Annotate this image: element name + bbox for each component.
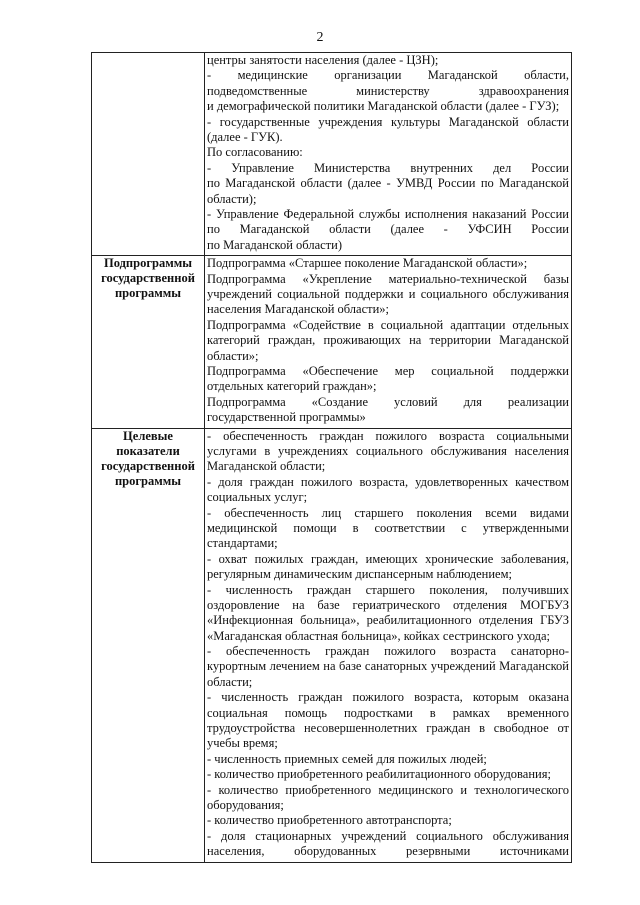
text-line: регулярным динамическим диспансерным наблюдением; xyxy=(207,567,512,582)
text-line: Подпрограмма «Создание условий для реализации xyxy=(207,394,569,409)
text-line: по Магаданской области) xyxy=(207,237,342,252)
text-line: центры занятости населения (далее - ЦЗН); xyxy=(207,53,439,67)
text-line: - обеспеченность граждан пожилого возраста санаторно- xyxy=(207,644,569,659)
row-label-line: Подпрограммы xyxy=(103,256,192,271)
text-line: - Управление Федеральной службы исполнения наказаний России xyxy=(207,206,569,221)
text-line: (далее - ГУК). xyxy=(207,129,283,144)
text-line: оборудования; xyxy=(207,798,284,813)
text-line: - доля стационарных учреждений социального обслуживания xyxy=(207,828,569,843)
text-line: по Магаданской области (далее - УФСИН России xyxy=(207,222,569,237)
text-line: - государственные учреждения культуры Магаданской области xyxy=(207,114,569,129)
program-passport-table xyxy=(91,52,572,863)
text-line: - количество приобретенного медицинского и технологического xyxy=(207,782,569,797)
cell-bottom-gap xyxy=(205,860,571,862)
text-line: услугами в учреждениях социального обслуживания населения xyxy=(207,443,569,458)
text-line: - количество приобретенного реабилитационного оборудования; xyxy=(207,767,551,782)
text-line: - Управление Министерства внутренних дел России xyxy=(207,160,569,175)
row-label-cell xyxy=(92,428,205,862)
row-target-indicators xyxy=(92,428,572,862)
text-line: - количество приобретенного автотранспорта; xyxy=(207,813,452,828)
text-line: социальных услуг; xyxy=(207,490,308,505)
text-line: учреждений социальной поддержки и социального обслуживания xyxy=(207,286,569,301)
text-line: - численность граждан старшего поколения, получивших xyxy=(207,582,569,597)
row-subprograms xyxy=(92,256,572,428)
text-line: отдельных категорий граждан»; xyxy=(207,379,377,394)
text-line: - обеспеченность лиц старшего поколения всеми видами xyxy=(207,505,569,520)
text-line: - охват пожилых граждан, имеющих хронические заболевания, xyxy=(207,551,569,566)
text-line: области); xyxy=(207,191,257,206)
text-line: курортным лечением на базе санаторных учреждений Магаданской xyxy=(207,659,569,674)
text-line: Подпрограмма «Обеспечение мер социальной поддержки xyxy=(207,363,569,378)
text-line: - доля граждан пожилого возраста, удовлетворенных качеством xyxy=(207,474,569,489)
text-line: Подпрограмма «Укрепление материально-технической базы xyxy=(207,271,569,286)
text-line: Подпрограмма «Содействие в социальной адаптации отдельных xyxy=(207,317,569,332)
text-line: области; xyxy=(207,674,253,689)
text-line: - обеспеченность граждан пожилого возраста социальными xyxy=(207,428,569,443)
text-line: и демографической политики Магаданской области (далее - ГУЗ); xyxy=(207,99,560,114)
text-line: Подпрограмма «Старшее поколение Магаданской области»; xyxy=(207,256,528,271)
row-label-cell xyxy=(92,53,205,256)
row-executors xyxy=(92,53,572,256)
text-line: категорий граждан, проживающих на территории Магаданской xyxy=(207,333,569,348)
text-line: населения, оборудованных резервными источниками xyxy=(207,844,569,859)
text-line: медицинской помощи в соответствии с утвержденными xyxy=(207,520,569,535)
text-line: учебы время; xyxy=(207,736,278,751)
text-line: Магаданской области; xyxy=(207,459,326,474)
row-label-line: программы xyxy=(114,473,182,488)
row-label-line: программы xyxy=(114,286,182,301)
page-number: 2 xyxy=(316,30,324,45)
text-line: оздоровление на базе гериатрического отделения МОГБУЗ xyxy=(207,597,569,612)
row-content-cell xyxy=(205,428,572,862)
text-line: стандартами; xyxy=(207,536,278,551)
text-line: по Магаданской области (далее - УМВД России по Магаданской xyxy=(207,176,569,191)
text-line: По согласованию: xyxy=(207,145,303,160)
text-line: населения Магаданской области»; xyxy=(207,302,390,317)
row-content-cell xyxy=(205,256,572,428)
row-label-line: государственной xyxy=(101,271,195,286)
text-line: социальная помощь подростками в рамках временного xyxy=(207,705,569,720)
text-line: трудоустройства несовершеннолетних граждан в свободное от xyxy=(207,721,569,736)
text-line: подведомственные министерству здравоохранения xyxy=(207,83,569,98)
text-line: «Инфекционная больница», реабилитационного отделения ГБУЗ xyxy=(207,613,569,628)
row-label-line: Целевые xyxy=(123,428,173,443)
row-label-cell xyxy=(92,256,205,428)
text-line: - численность граждан пожилого возраста, которым оказана xyxy=(207,690,569,705)
row-content-cell xyxy=(205,53,572,256)
row-label-line: государственной xyxy=(101,458,195,473)
text-line: «Магаданская областная больница», койках сестринского ухода; xyxy=(207,628,551,643)
text-line: государственной программы» xyxy=(207,410,366,425)
text-line: области»; xyxy=(207,348,259,363)
text-line: - медицинские организации Магаданской области, xyxy=(207,68,569,83)
text-line: - численность приемных семей для пожилых людей; xyxy=(207,751,487,766)
row-label-line: показатели xyxy=(116,443,180,458)
